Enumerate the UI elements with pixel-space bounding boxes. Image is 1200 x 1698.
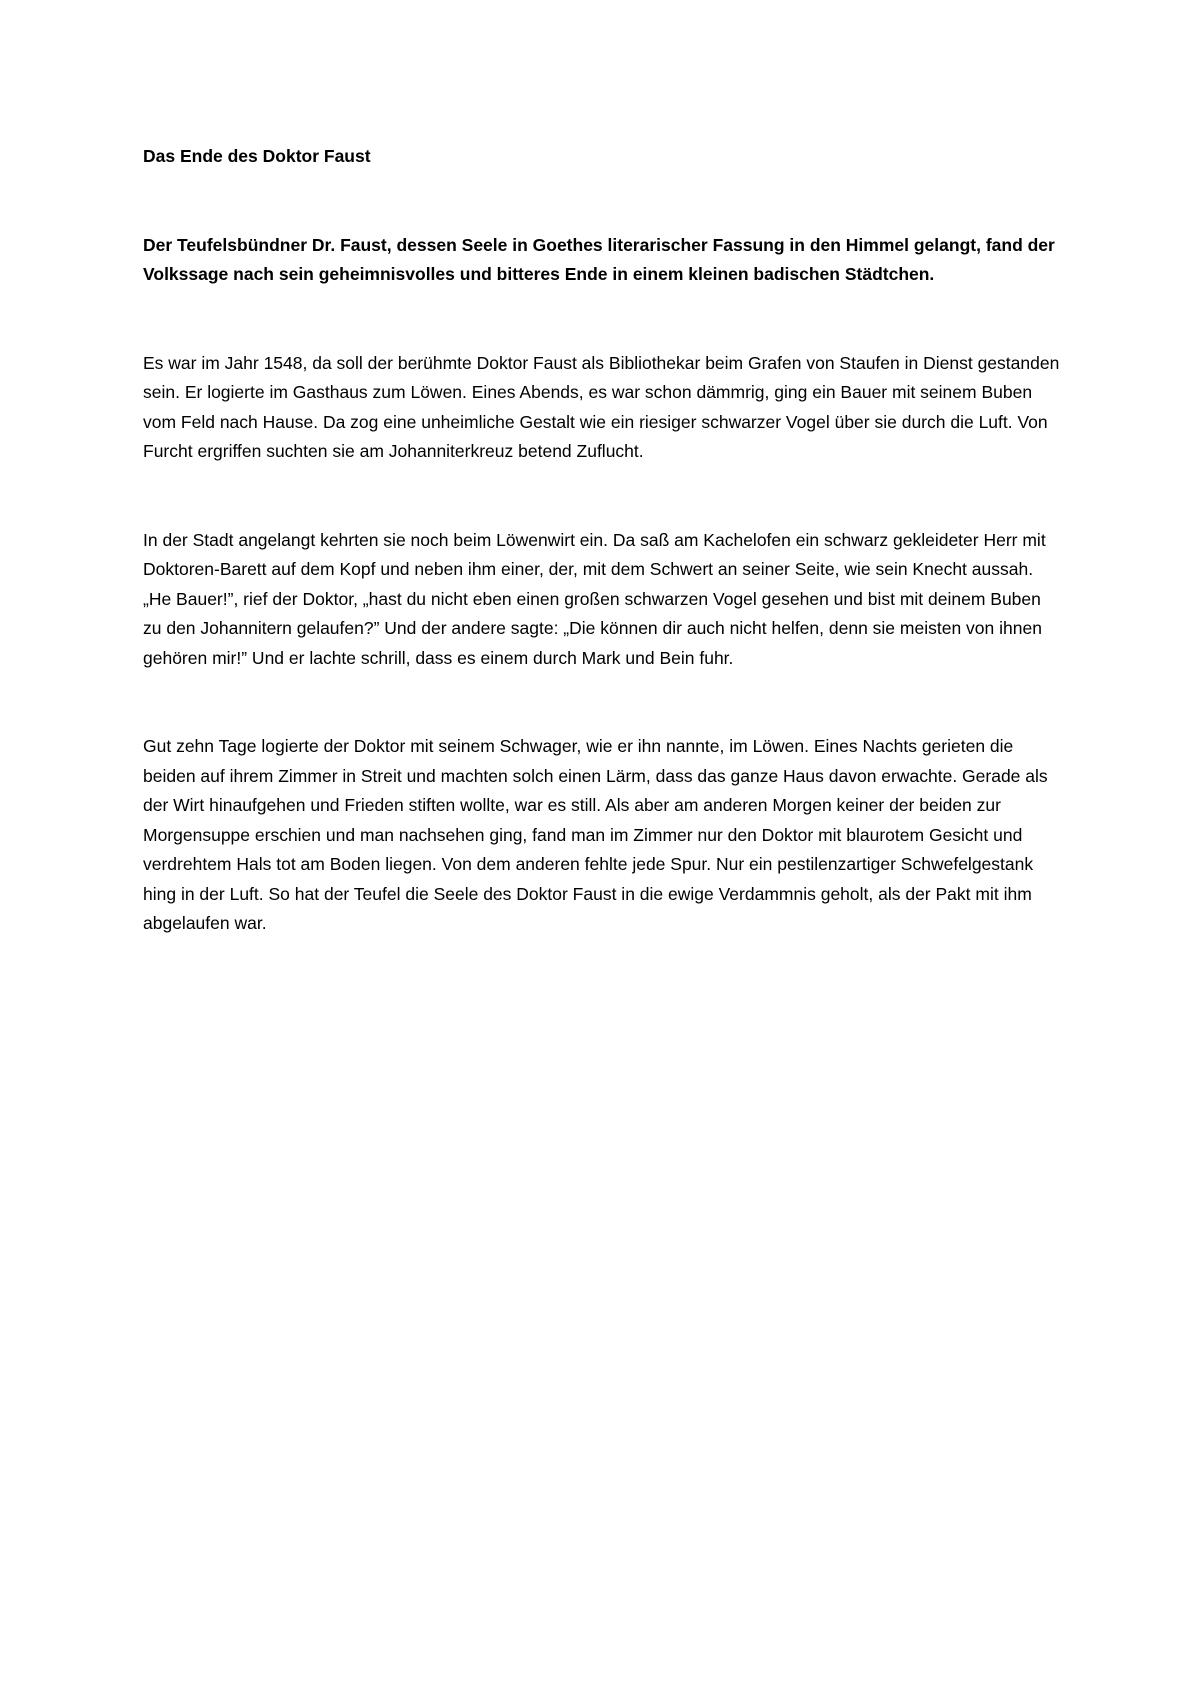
lead-paragraph: Der Teufelsbündner Dr. Faust, dessen Seele in Goethes literarischer Fassung in den Himmel gelangt, fand der Volkssage nach sein geheimnisvolles und bitteres Ende in einem kleinen badischen Städtchen. — [143, 234, 1055, 284]
paragraph-2: In der Stadt angelangt kehrten sie noch beim Löwenwirt ein. Da saß am Kachelofen ein schwarz gekleideter Herr mit Doktoren-Barett auf dem Kopf und neben ihm einer, der, mit dem Schwert an seiner Seite, wie sein Knecht aussah. „He Bauer!”, rief der Doktor, „hast du nicht eben einen großen schwarzen Vogel gesehen und bist mit deinem Buben zu den Johannitern gelaufen?” Und der andere sagte: „Die können dir auch nicht helfen, denn sie meisten von ihnen gehören mir!” Und er lachte schrill, dass es einem durch Mark und Bein fuhr. — [143, 529, 1046, 668]
document-body — [143, 142, 1063, 998]
paragraph-3: Gut zehn Tage logierte der Doktor mit seinem Schwager, wie er ihn nannte, im Löwen. Eines Nachts gerieten die beiden auf ihrem Zimmer in Streit und machten solch einen Lärm, dass das ganze Haus davon erwachte. Gerade als der Wirt hinaufgehen und Frieden stiften wollte, war es still. Als aber am anderen Morgen keiner der beiden zur Morgensuppe erschien und man nachsehen ging, fand man im Zimmer nur den Doktor mit blaurotem Gesicht und verdrehtem Hals tot am Boden liegen. Von dem anderen fehlte jede Spur. Nur ein pestilenzartiger Schwefelgestank hing in der Luft. So hat der Teufel die Seele des Doktor Faust in die ewige Verdammnis geholt, als der Pakt mit ihm abgelaufen war. — [143, 736, 1048, 933]
paragraph-1: Es war im Jahr 1548, da soll der berühmte Doktor Faust als Bibliothekar beim Grafen von Staufen in Dienst gestanden sein. Er logierte im Gasthaus zum Löwen. Eines Abends, es war schon dämmrig, ging ein Bauer mit seinem Buben vom Feld nach Hause. Da zog eine unheimliche Gestalt wie ein riesiger schwarzer Vogel über sie durch die Luft. Von Furcht ergriffen suchten sie am Johanniterkreuz betend Zuflucht. — [143, 352, 1060, 461]
document-title: Das Ende des Doktor Faust — [143, 146, 371, 166]
